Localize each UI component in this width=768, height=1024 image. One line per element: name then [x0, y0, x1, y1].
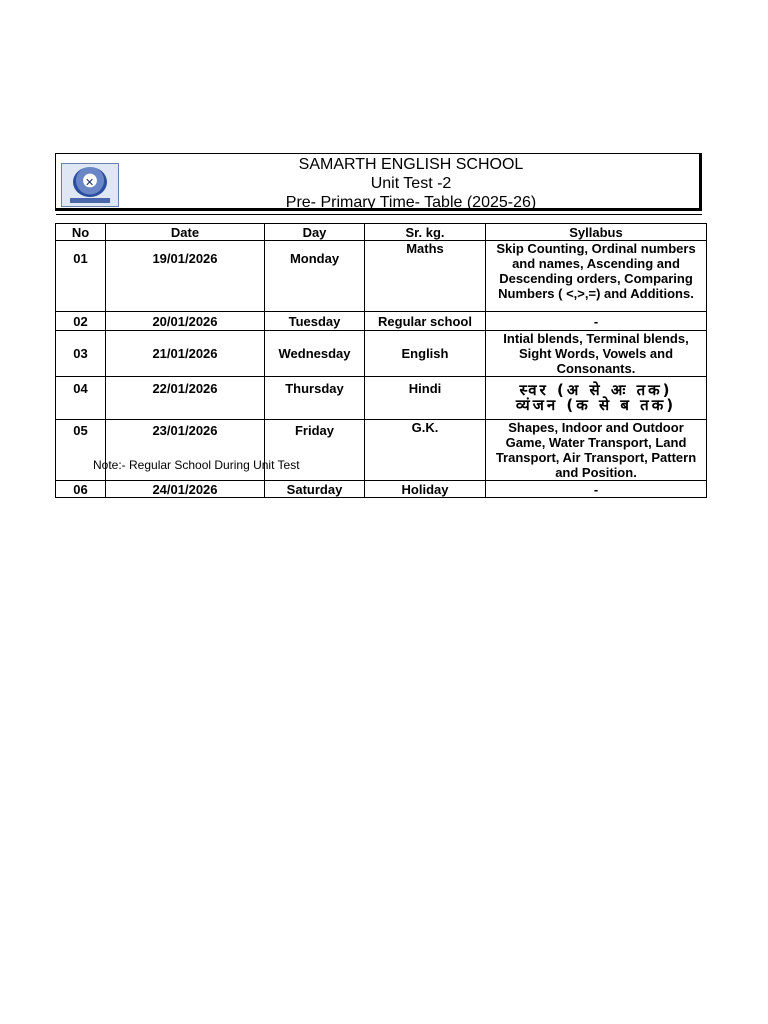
cell-date: 23/01/2026: [106, 420, 265, 481]
cell-subject: G.K.: [365, 420, 486, 481]
cell-no: 05: [56, 420, 106, 481]
table-row: [56, 312, 707, 331]
table-row: [56, 331, 707, 377]
column-header-date: Date: [106, 224, 265, 241]
column-header-syllabus: Syllabus: [486, 224, 707, 241]
cell-day: Monday: [265, 241, 365, 312]
column-header-subject: Sr. kg.: [365, 224, 486, 241]
cell-subject: Maths: [365, 241, 486, 312]
cell-no: 01: [56, 241, 106, 312]
header-box: [55, 153, 702, 211]
cell-day: Friday: [265, 420, 365, 481]
table-row: [56, 377, 707, 420]
table-row: [56, 241, 707, 312]
table-row: [56, 481, 707, 498]
cell-syllabus: [486, 377, 707, 420]
table-header-row: [56, 224, 707, 241]
cell-day: Thursday: [265, 377, 365, 420]
test-name: Unit Test -2: [370, 175, 452, 192]
cell-syllabus: Shapes, Indoor and Outdoor Game, Water Transport, Land Transport, Air Transport, Pattern and Position.: [486, 420, 707, 481]
logo-cross-icon: ✕: [85, 176, 95, 189]
cell-day: Saturday: [265, 481, 365, 498]
cell-date: 24/01/2026: [106, 481, 265, 498]
cell-no: 04: [56, 377, 106, 420]
cell-day: Wednesday: [265, 331, 365, 377]
cell-date: 22/01/2026: [106, 377, 265, 420]
school-name: SAMARTH ENGLISH SCHOOL: [298, 156, 524, 173]
cell-day: Tuesday: [265, 312, 365, 331]
cell-subject: English: [365, 331, 486, 377]
logo-banner: [70, 198, 110, 203]
column-header-day: Day: [265, 224, 365, 241]
cell-no: 02: [56, 312, 106, 331]
cell-date: 19/01/2026: [106, 241, 265, 312]
cell-syllabus: Skip Counting, Ordinal numbers and names, Ascending and Descending orders, Comparing Numbers ( <,>,=) and Additions.: [486, 241, 707, 312]
cell-syllabus: Intial blends, Terminal blends, Sight Words, Vowels and Consonants.: [486, 331, 707, 377]
timetable: [55, 223, 707, 498]
cell-no: 06: [56, 481, 106, 498]
hindi-syllabus-line: व्यंजन (क से ब तक): [515, 396, 677, 414]
hindi-syllabus-line: स्वर (अ से अः तक): [519, 381, 673, 399]
cell-syllabus: -: [486, 312, 707, 331]
cell-subject: Holiday: [365, 481, 486, 498]
table-title: Pre- Primary Time- Table (2025-26): [285, 194, 537, 211]
footnote: Note:- Regular School During Unit Test: [93, 458, 300, 472]
school-logo: [61, 163, 119, 207]
cell-subject: Regular school: [365, 312, 486, 331]
cell-syllabus: -: [486, 481, 707, 498]
cell-date: 20/01/2026: [106, 312, 265, 331]
column-header-no: No: [56, 224, 106, 241]
cell-subject: Hindi: [365, 377, 486, 420]
cell-no: 03: [56, 331, 106, 377]
cell-date: 21/01/2026: [106, 331, 265, 377]
